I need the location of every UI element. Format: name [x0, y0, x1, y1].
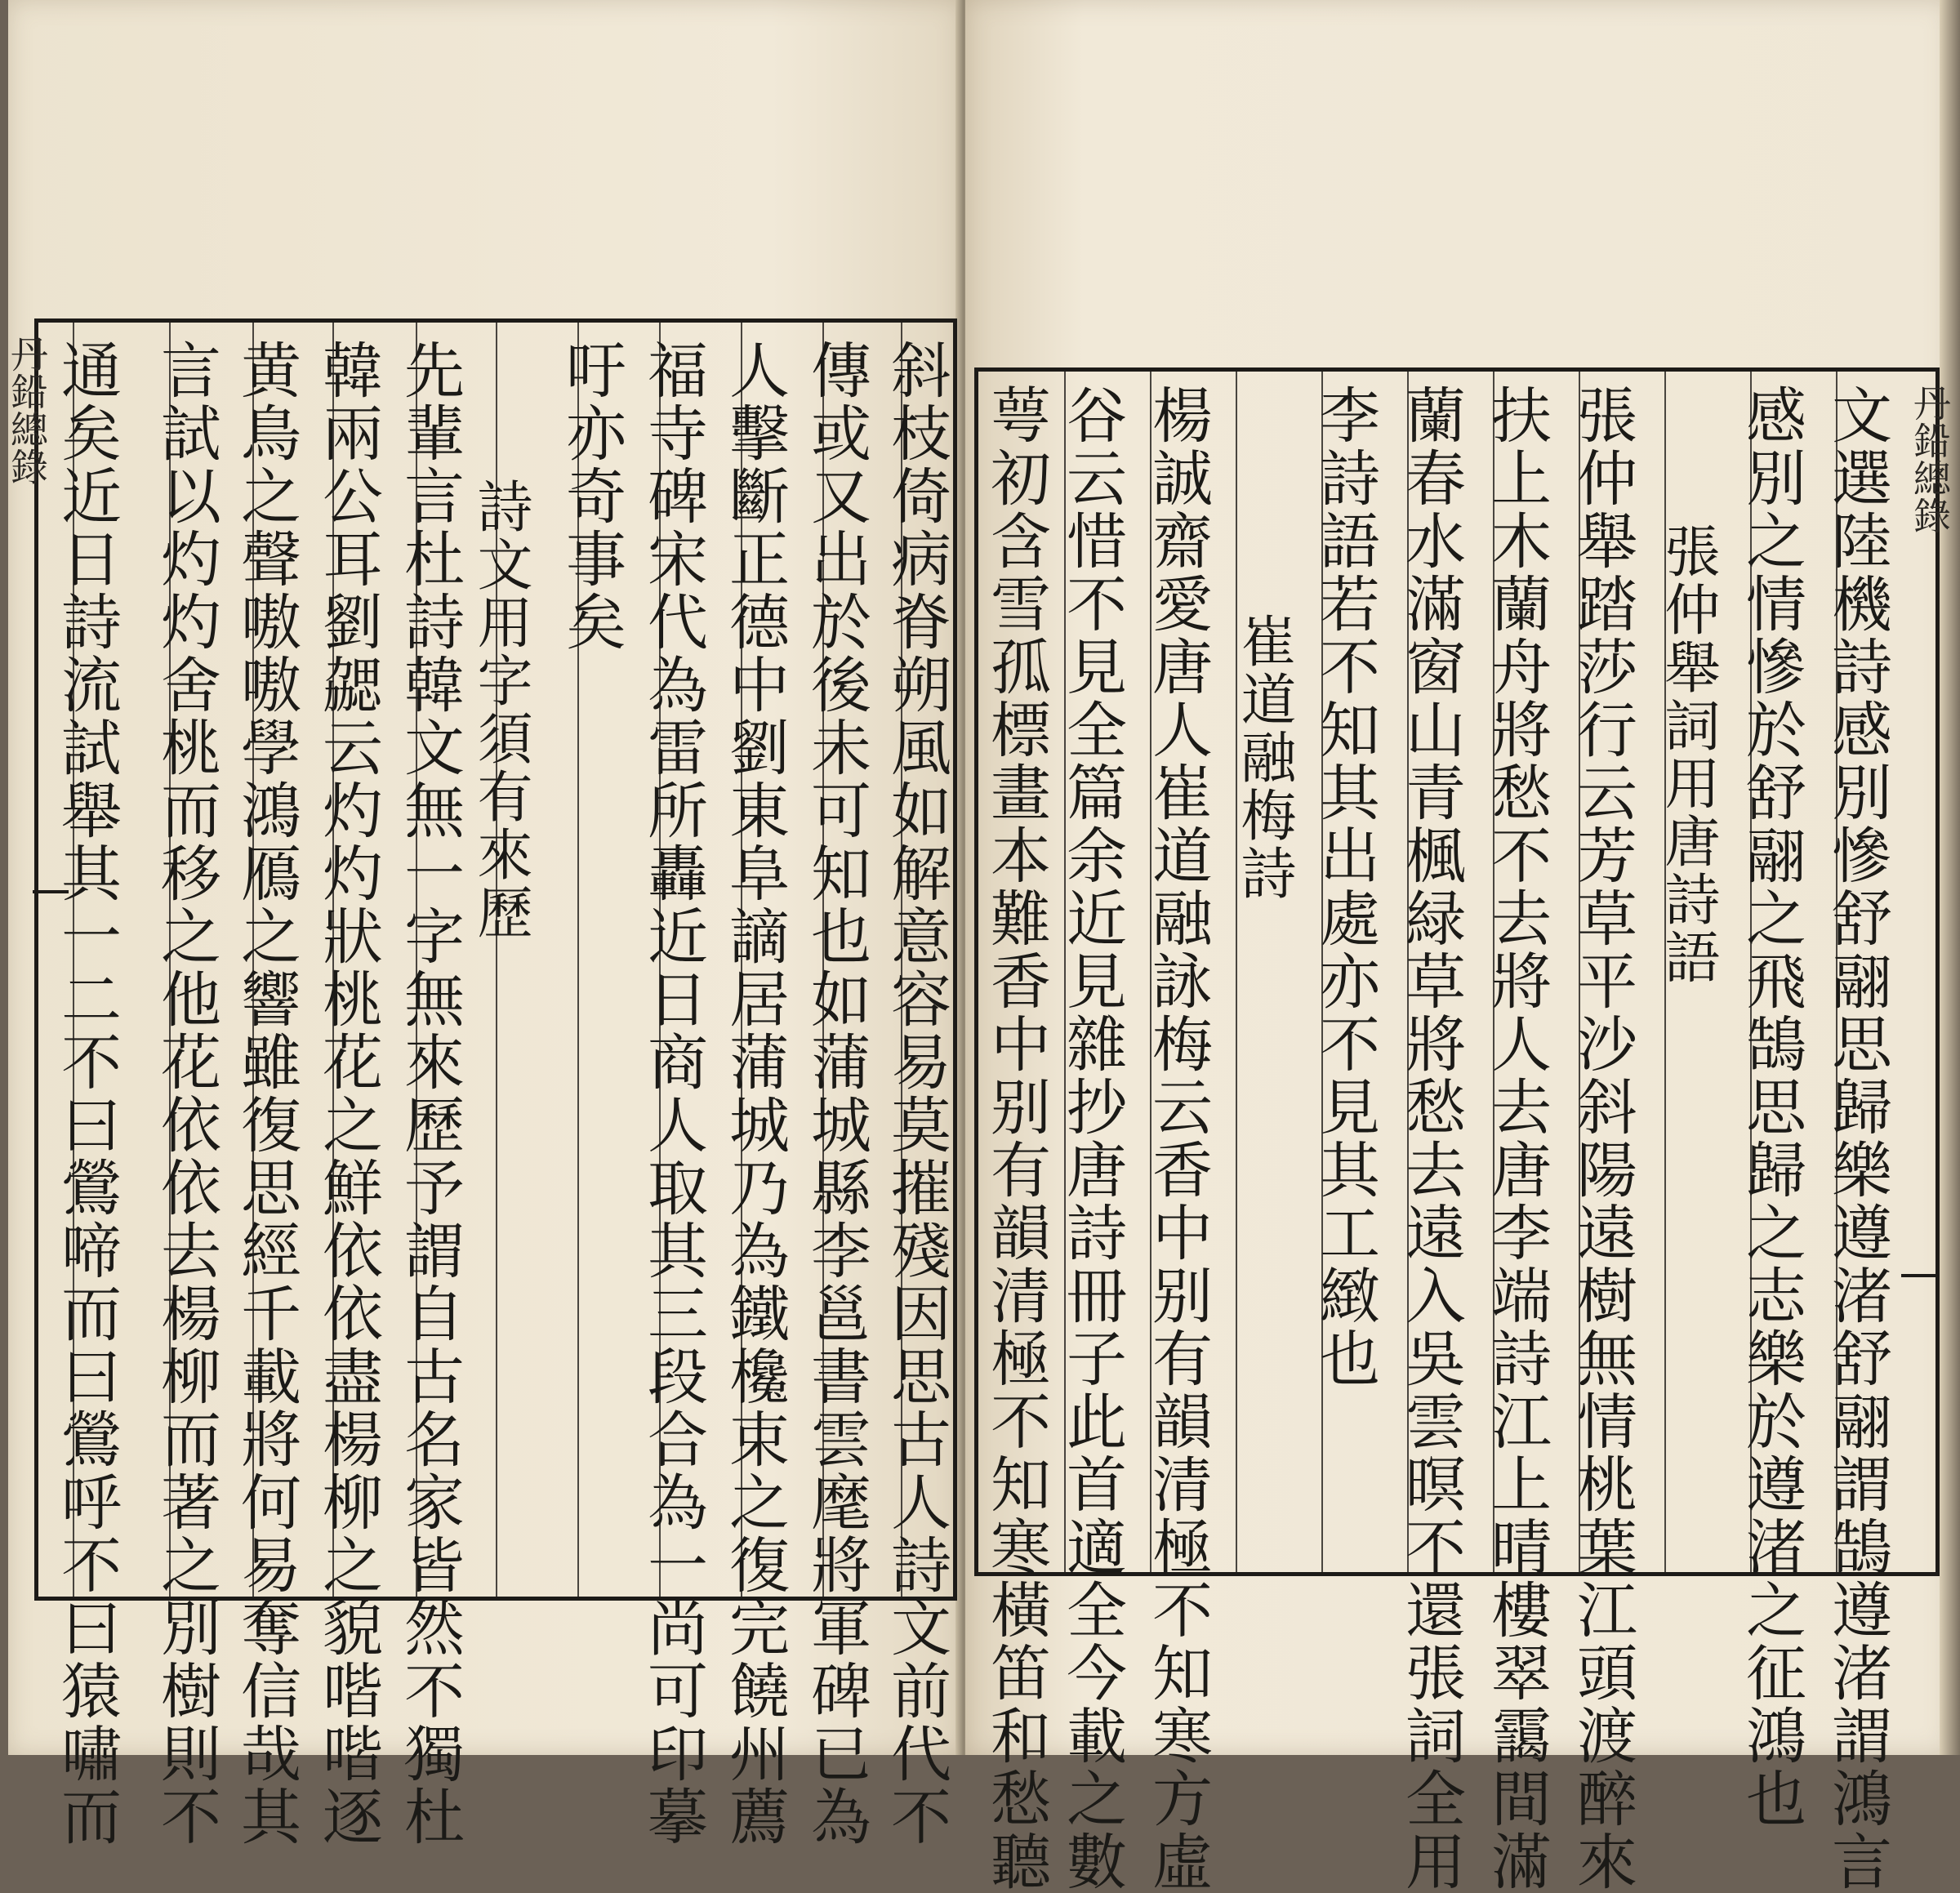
right-column-7: 李詩語若不知其出處亦不見其工緻也 — [1310, 384, 1380, 1390]
right-heading-1: 張仲舉詞用唐詩語 — [1655, 523, 1720, 987]
left-column-1: 斜枝倚病脊朔風如解意容易莫摧殘因思古人詩文前代不 — [881, 339, 951, 1848]
left-column-10: 言試以灼灼舍桃而移之他花依依去楊柳而著之別樹則不 — [151, 339, 221, 1848]
right-column-2: 感別之情慘於舒翮之飛鵠思歸之志樂於遵渚之征鴻也 — [1736, 384, 1806, 1830]
right-margin-title: 丹鉛總錄 — [1908, 384, 1952, 534]
left-column-5: 吁亦奇事矣 — [556, 339, 626, 653]
left-column-3: 人擊斷正德中劉東阜謫居蒲城乃為鐵欃束之復完饒州薦 — [719, 339, 790, 1848]
right-column-1: 文選陸機詩感別慘舒翮思歸樂遵渚舒翮謂鵠遵渚謂鴻言 — [1822, 384, 1892, 1893]
left-heading: 詩文用字須有來歷 — [468, 478, 532, 942]
left-margin-title: 丹鉛總錄 — [5, 335, 49, 485]
left-column-9: 黄鳥之聲嗷嗷學鴻鴈之響雖復思經千載將何易奪信哉其 — [231, 339, 301, 1848]
left-column-4: 福寺碑宋代為雷所轟近日商人取其三段合為一尚可印摹 — [638, 339, 708, 1848]
folio-mark — [1901, 1274, 1937, 1277]
left-column-8: 韓兩公耳劉勰云灼灼狀桃花之鮮依依盡楊柳之貌喈喈逐 — [313, 339, 383, 1848]
right-column-4: 張仲舉踏莎行云芳草平沙斜陽遠樹無情桃葉江頭渡醉來 — [1567, 384, 1637, 1893]
left-column-7: 先輩言杜詩韓文無一字無來歷予謂自古名家皆然不獨杜 — [394, 339, 465, 1848]
right-column-5: 扶上木蘭舟將愁不去將人去唐李端詩江上晴樓翠靄間滿 — [1481, 384, 1552, 1893]
column-rule — [1236, 372, 1237, 1572]
left-column-11: 通矣近日詩流試舉其一二不曰鶯啼而曰鶯呼不曰猿嘯而 — [51, 339, 122, 1848]
page-edge — [1940, 0, 1960, 1755]
right-column-10: 谷云惜不見全篇余近見雜抄唐詩冊子此首適全今載之數 — [1057, 384, 1127, 1893]
right-column-9: 楊誠齋愛唐人崔道融詠梅云香中别有韻清極不知寒方虛 — [1143, 384, 1213, 1893]
left-column-2: 傳或又出於後未可知也如蒲城縣李邕書雲麾將軍碑已為 — [801, 339, 871, 1848]
right-heading-2: 崔道融梅詩 — [1232, 612, 1296, 902]
right-column-11: 萼初含雪孤標畫本難香中别有韻清極不知寒橫笛和愁聽 — [981, 384, 1051, 1893]
right-column-6: 蘭春水滿窗山青楓緑草將愁去遠入吳雲暝不還張詞全用 — [1396, 384, 1466, 1893]
